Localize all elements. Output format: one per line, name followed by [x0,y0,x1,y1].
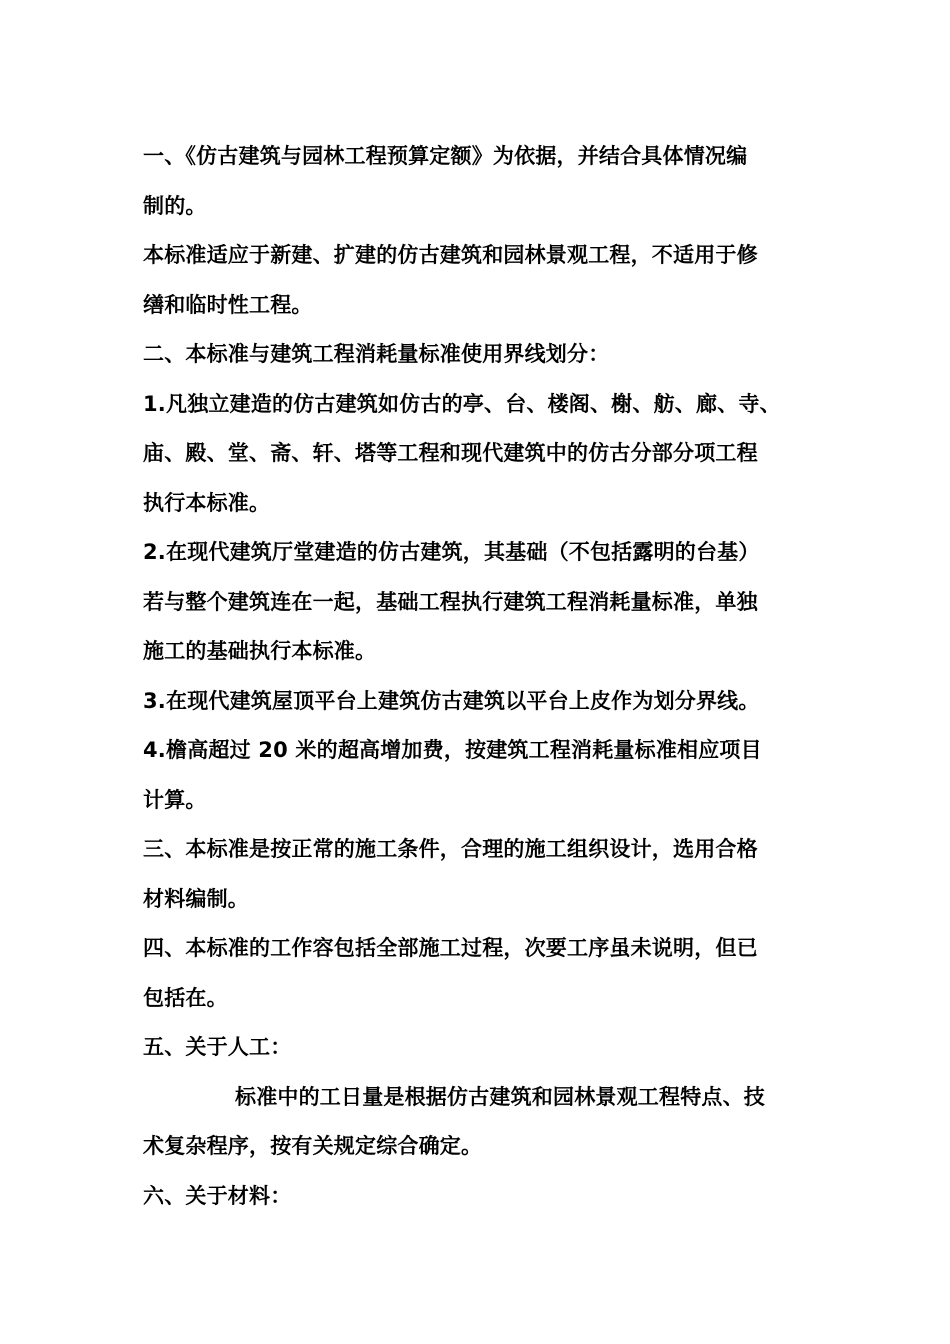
text-line: 一、《仿古建筑与园林工程预算定额》为依据，并结合具体情况编 [143,144,748,168]
indented-text-line: 标准中的工日量是根据仿古建筑和园林景观工程特点、技 [235,1084,765,1109]
text-line: 若与整个建筑连在一起，基础工程执行建筑工程消耗量标准，单独 [143,589,758,614]
text-line: 庙、殿、堂、斋、轩、塔等工程和现代建筑中的仿古分部分项工程 [143,441,758,465]
text-line: 材料编制。 [143,886,249,911]
text-line: 术复杂程序，按有关规定综合确定。 [143,1134,483,1158]
text-line: 1.凡独立建造的仿古建筑如仿古的亭、台、楼阁、榭、舫、廊、寺、 [143,391,781,416]
section-heading: 五、关于人工： [143,1035,292,1059]
text-line: 三、本标准是按正常的施工条件，合理的施工组织设计，选用合格 [143,837,758,861]
text-line: 本标准适应于新建、扩建的仿古建筑和园林景观工程，不适用于修 [143,243,758,267]
section-heading: 六、关于材料： [143,1183,292,1208]
text-line: 缮和临时性工程。 [143,292,313,317]
text-line: 2.在现代建筑厅堂建造的仿古建筑，其基础（不包括露明的台基） [143,540,760,564]
text-line: 4.檐高超过 20 米的超高增加费，按建筑工程消耗量标准相应项目 [143,738,762,762]
text-line: 计算。 [143,787,207,812]
text-line: 3.在现代建筑屋顶平台上建筑仿古建筑以平台上皮作为划分界线。 [143,688,760,713]
text-line: 执行本标准。 [143,490,271,515]
document-body [143,132,833,1221]
text-line: 施工的基础执行本标准。 [143,639,377,663]
section-heading: 二、本标准与建筑工程消耗量标准使用界线划分： [143,342,610,366]
text-line: 四、本标准的工作容包括全部施工过程，次要工序虽未说明，但已 [143,936,758,960]
text-line: 制的。 [143,193,207,218]
text-line: 包括在。 [143,985,228,1010]
